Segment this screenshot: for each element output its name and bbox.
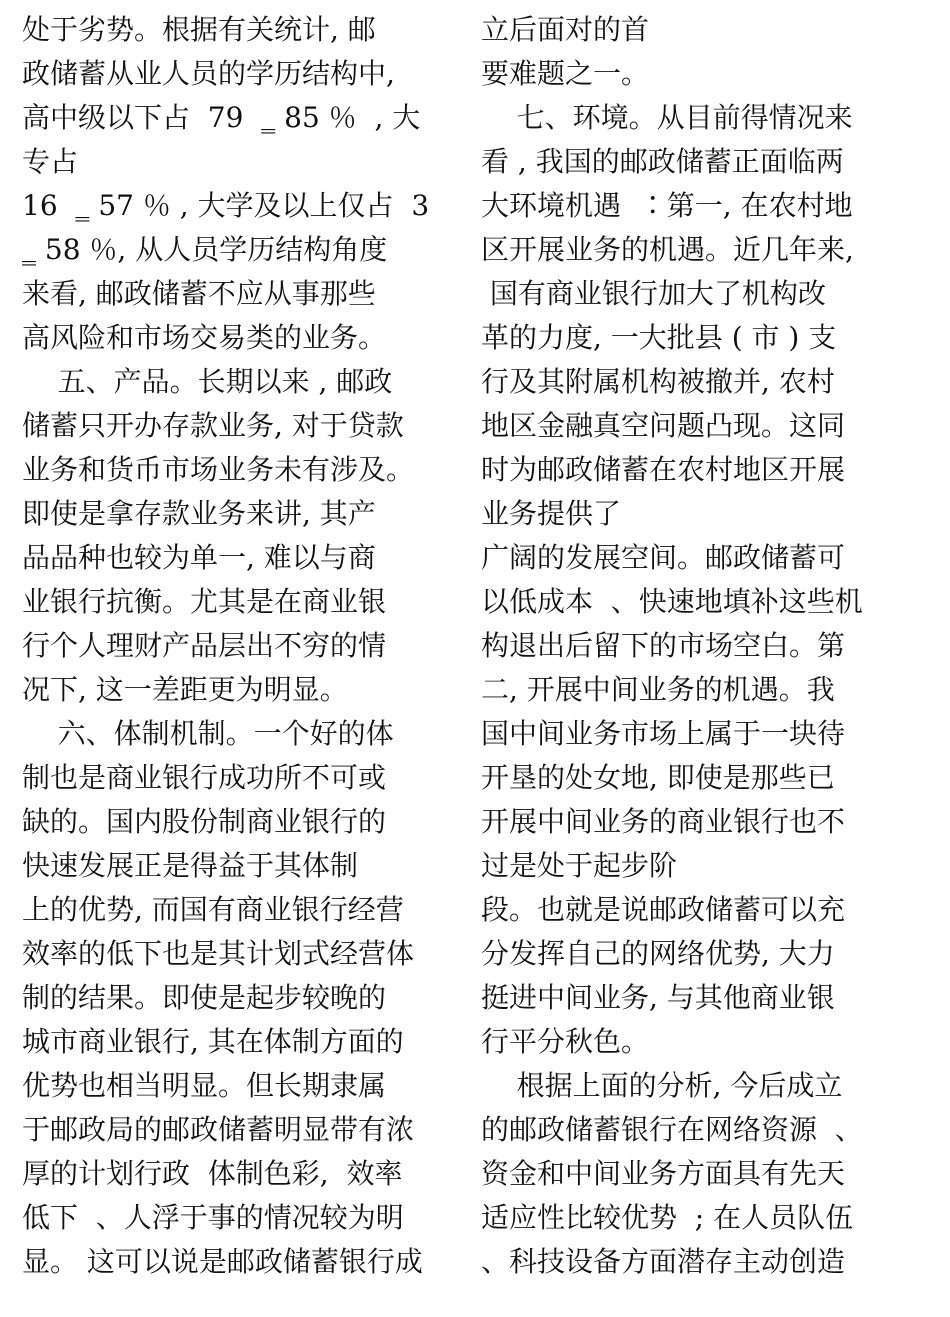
- left-column-line: 高中级以下占 79 ‗ 85 ％ , 大: [22, 101, 421, 134]
- left-column-line: 16 ‗ 57 ％ , 大学及以上仅占 3: [22, 189, 430, 222]
- left-column-line: 来看, 邮政储蓄不应从事那些: [22, 277, 376, 310]
- right-column-line: 要难题之一。: [481, 57, 650, 90]
- left-column-line: 储蓄只开办存款业务, 对于贷款: [22, 409, 404, 442]
- right-column-line: 以低成本 、快速地填补这些机: [481, 585, 863, 618]
- right-column-line: 业务提供了: [481, 497, 622, 530]
- left-column-line: 六、体制机制。一个好的体: [22, 717, 394, 750]
- right-column-line: 挺进中间业务, 与其他商业银: [481, 981, 835, 1014]
- left-column-line: 城市商业银行, 其在体制方面的: [22, 1025, 404, 1058]
- right-column-line: 分发挥自己的网络优势, 大力: [481, 937, 835, 970]
- left-column-line: 高风险和市场交易类的业务。: [22, 321, 387, 354]
- right-column-line: 大环境机遇 ∶第一, 在农村地: [481, 189, 853, 222]
- left-column-line: 缺的。国内股份制商业银行的: [22, 805, 387, 838]
- left-column-line: 快速发展正是得益于其体制: [22, 849, 359, 882]
- right-column-line: 的邮政储蓄银行在网络资源 、: [481, 1113, 863, 1146]
- right-column-line: 资金和中间业务方面具有先天: [481, 1157, 846, 1190]
- left-column-line: ‗ 58 ％, 从人员学历结构角度: [22, 233, 388, 266]
- right-column-line: 行及其附属机构被撤并, 农村: [481, 365, 835, 398]
- right-column-line: 二, 开展中间业务的机遇。我: [481, 673, 835, 706]
- right-column-line: 段。也就是说邮政储蓄可以充: [481, 893, 846, 926]
- right-column-line: 立后面对的首: [481, 13, 650, 46]
- left-column-line: 品品种也较为单一, 难以与商: [22, 541, 376, 574]
- left-column-line: 五、产品。长期以来 , 邮政: [22, 365, 393, 398]
- right-column-line: 开展中间业务的商业银行也不: [481, 805, 846, 838]
- right-column-line: 根据上面的分析, 今后成立: [481, 1069, 843, 1102]
- right-column-line: 看 , 我国的邮政储蓄正面临两: [481, 145, 844, 178]
- right-column-line: 行平分秋色。: [481, 1025, 650, 1058]
- right-column-line: 过是处于起步阶: [481, 849, 678, 882]
- left-column-line: 处于劣势。根据有关统计, 邮: [22, 13, 376, 46]
- right-column-line: 七、环境。从目前得情况来: [481, 101, 853, 134]
- left-column-line: 专占: [22, 145, 79, 178]
- right-column-line: 构退出后留下的市场空白。第: [481, 629, 846, 662]
- left-column-line: 业务和货币市场业务未有涉及。: [22, 453, 415, 486]
- right-column-line: 区开展业务的机遇。近几年来,: [481, 233, 854, 266]
- left-column-line: 政储蓄从业人员的学历结构中,: [22, 57, 395, 90]
- left-column-line: 况下, 这一差距更为明显。: [22, 673, 348, 706]
- right-column-line: 广阔的发展空间。邮政储蓄可: [481, 541, 846, 574]
- left-column-line: 厚的计划行政 体制色彩, 效率: [22, 1157, 403, 1190]
- left-column-line: 行个人理财产品层出不穷的情: [22, 629, 387, 662]
- left-column-line: 优势也相当明显。但长期隶属: [22, 1069, 387, 1102]
- left-column-line: 低下 、人浮于事的情况较为明: [22, 1201, 404, 1234]
- left-column-line: 上的优势, 而国有商业银行经营: [22, 893, 404, 926]
- left-column-line: 效率的低下也是其计划式经营体: [22, 937, 415, 970]
- right-column-line: 、科技设备方面潜存主动创造: [481, 1245, 846, 1278]
- left-column-line: 制的结果。即使是起步较晚的: [22, 981, 387, 1014]
- left-column-line: 显。 这可以说是邮政储蓄银行成: [22, 1245, 423, 1278]
- left-column-line: 即使是拿存款业务来讲, 其产: [22, 497, 376, 530]
- right-column-line: 革的力度, 一大批县 ( 市 ) 支: [481, 321, 837, 354]
- left-column-line: 于邮政局的邮政储蓄明显带有浓: [22, 1113, 415, 1146]
- left-column-line: 制也是商业银行成功所不可或: [22, 761, 387, 794]
- right-column-line: 时为邮政储蓄在农村地区开展: [481, 453, 846, 486]
- right-column-line: 适应性比较优势 ; 在人员队伍: [481, 1201, 854, 1234]
- right-column-line: 国中间业务市场上属于一块待: [481, 717, 846, 750]
- right-column-line: 国有商业银行加大了机构改: [481, 277, 826, 310]
- right-column-line: 地区金融真空问题凸现。这同: [481, 409, 846, 442]
- left-column-line: 业银行抗衡。尤其是在商业银: [22, 585, 387, 618]
- right-column-line: 开垦的处女地, 即使是那些已: [481, 761, 835, 794]
